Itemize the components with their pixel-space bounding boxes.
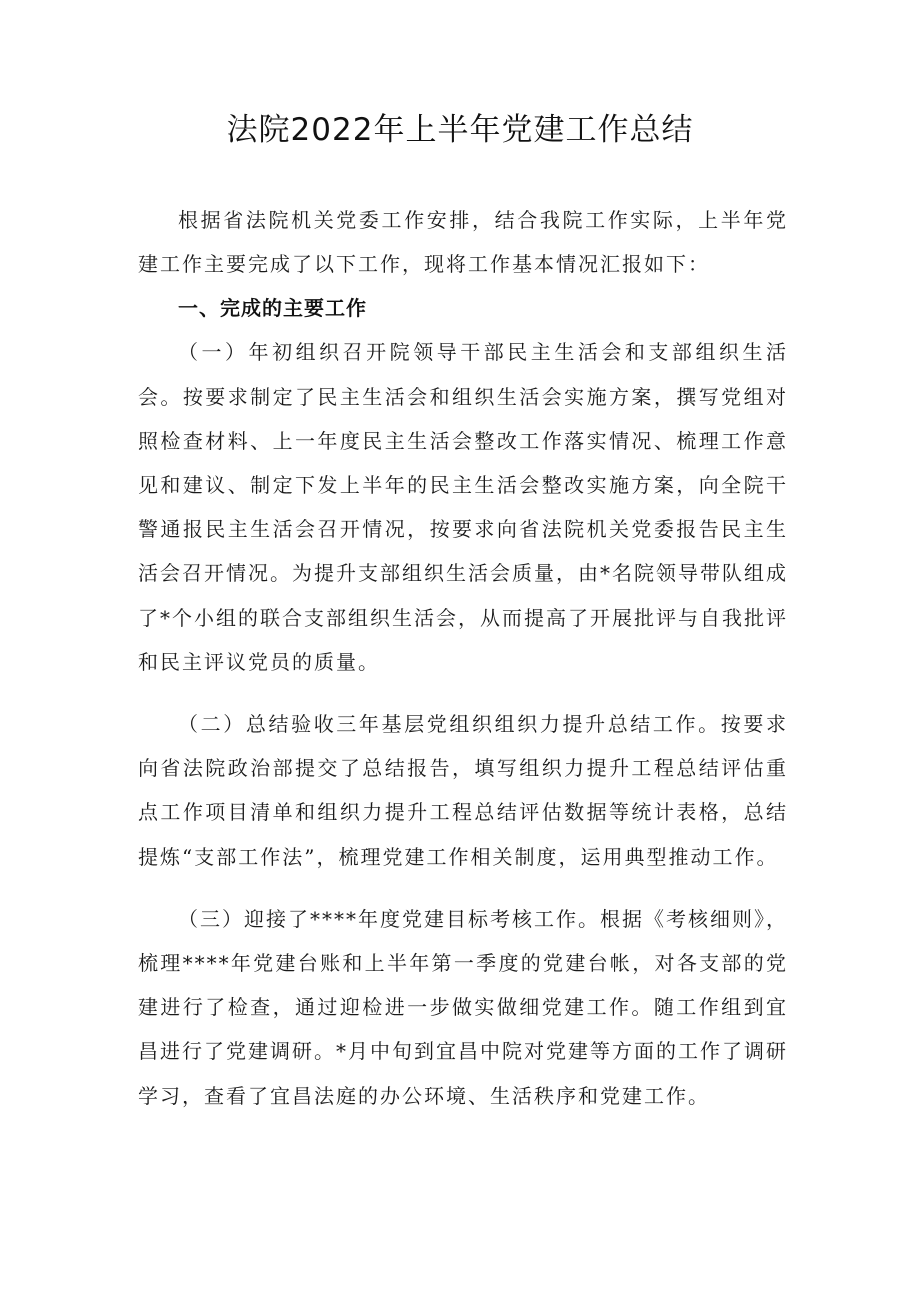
intro-paragraph: 根据省法院机关党委工作安排，结合我院工作实际，上半年党建工作主要完成了以下工作，现将工作基本情况汇报如下： <box>138 208 788 277</box>
item-paragraph-2: （二）总结验收三年基层党组织组织力提升总结工作。按要求向省法院政治部提交了总结报告，填写组织力提升工程总结评估重点工作项目清单和组织力提升工程总结评估数据等统计表格，总结提炼“支部工作法”，梳理党建工作相关制度，运用典型推动工作。 <box>138 712 788 869</box>
item-paragraph-3: （三）迎接了****年度党建目标考核工作。根据《考核细则》，梳理****年党建台账和上半年第一季度的党建台帐，对各支部的党建进行了检查，通过迎检进一步做实做细党建工作。随工作组到宜昌进行了党建调研。*月中旬到宜昌中院对党建等方面的工作了调研学习，查看了宜昌法庭的办公环境、生活秩序和党建工作。 <box>138 906 788 1108</box>
document-title: 法院2022年上半年党建工作总结 <box>226 112 694 148</box>
section-heading: 一、完成的主要工作 <box>178 296 367 321</box>
item-paragraph-1: （一）年初组织召开院领导干部民主生活会和支部组织生活会。按要求制定了民主生活会和组织生活会实施方案，撰写党组对照检查材料、上一年度民主生活会整改工作落实情况、梳理工作意见和建议、制定下发上半年的民主生活会整改实施方案，向全院干警通报民主生活会召开情况，按要求向省法院机关党委报告民主生活会召开情况。为提升支部组织生活会质量，由*名院领导带队组成了*个小组的联合支部组织生活会，从而提高了开展批评与自我批评和民主评议党员的质量。 <box>138 340 788 674</box>
document-body <box>138 198 788 1118</box>
